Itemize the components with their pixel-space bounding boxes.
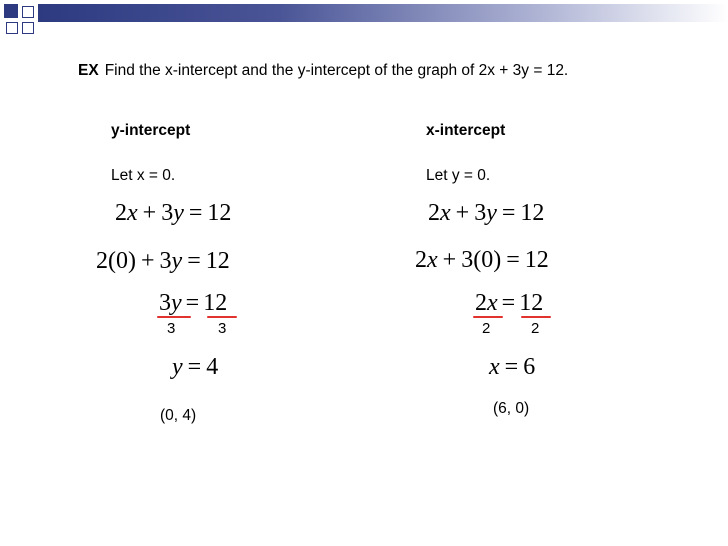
decor-square-outline (22, 6, 34, 18)
problem-label: EX (78, 62, 99, 79)
y-intercept-divisor-right: 3 (218, 320, 227, 337)
y-intercept-point: (0, 4) (160, 407, 197, 424)
x-intercept-equation-1: 2x + 3y = 12 (428, 200, 545, 226)
x-intercept-let: Let y = 0. (426, 167, 491, 184)
x-intercept-heading: x-intercept (426, 122, 506, 139)
x-intercept-divisor-left: 2 (482, 320, 491, 337)
x-intercept-solution: x = 6 (489, 354, 536, 380)
problem-statement (78, 62, 568, 80)
y-intercept-let: Let x = 0. (111, 167, 176, 184)
decor-square-dark (4, 4, 18, 18)
y-intercept-solution: y = 4 (172, 354, 219, 380)
x-intercept-equation-2: 2x + 3(0) = 12 (415, 247, 549, 273)
divide-underline-right (521, 316, 551, 318)
problem-text: Find the x-intercept and the y-intercept of the graph of 2x + 3y = 12. (104, 62, 569, 79)
divide-underline-right (207, 316, 237, 318)
y-intercept-equation-3: 3y = 12 (159, 290, 228, 316)
divide-underline-left (157, 316, 191, 318)
y-intercept-divisor-left: 3 (167, 320, 176, 337)
decor-square-outline (6, 22, 18, 34)
divide-underline-left (473, 316, 503, 318)
y-intercept-equation-2: 2(0) + 3y = 12 (96, 248, 230, 274)
x-intercept-equation-3: 2x = 12 (475, 290, 544, 316)
y-intercept-heading: y-intercept (111, 122, 191, 139)
y-intercept-equation-1: 2x + 3y = 12 (115, 200, 232, 226)
title-bar-gradient (38, 4, 728, 22)
x-intercept-divisor-right: 2 (531, 320, 540, 337)
x-intercept-point: (6, 0) (493, 400, 530, 417)
decor-square-outline (22, 22, 34, 34)
